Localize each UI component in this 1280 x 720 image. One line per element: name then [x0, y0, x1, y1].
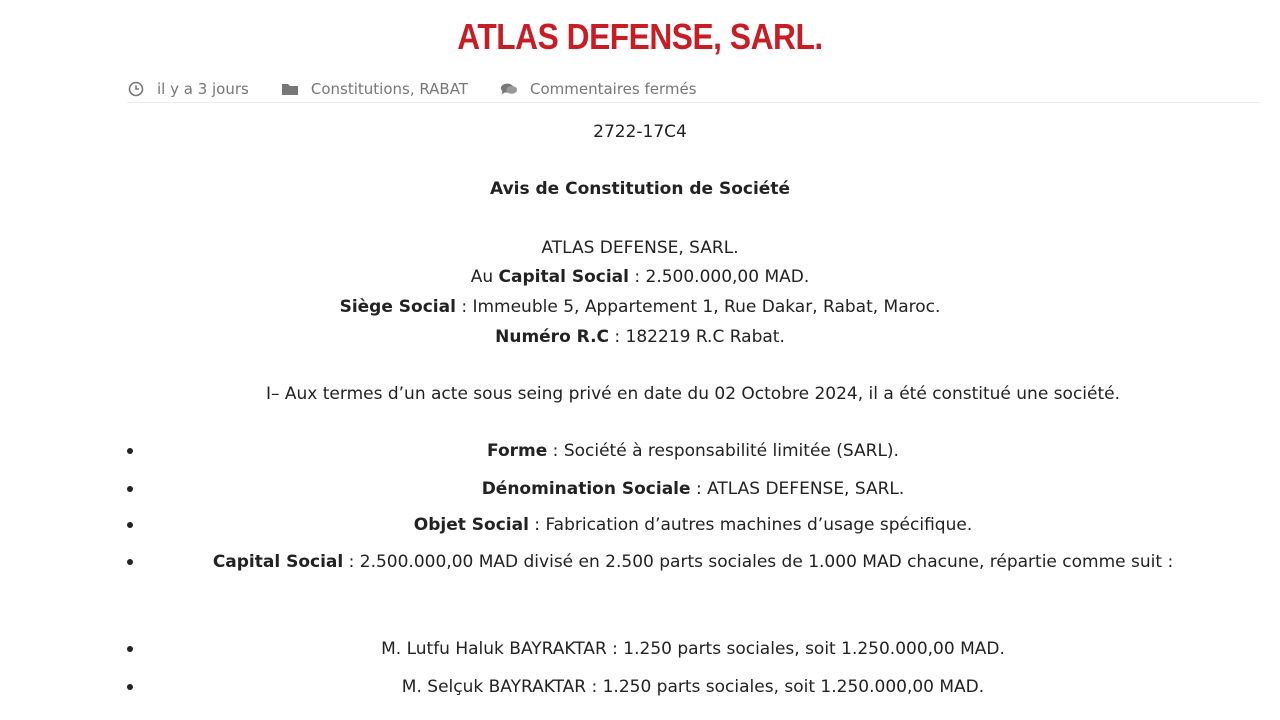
capital-label: Capital Social	[498, 267, 629, 287]
detail-label: Capital Social	[212, 552, 344, 572]
post-comments	[500, 80, 697, 98]
detail-value: : Société à responsabilité limitée (SARL).	[547, 441, 899, 461]
capital-prefix: Au	[470, 267, 499, 287]
post-meta-bar	[127, 76, 1260, 103]
post-date	[127, 80, 249, 98]
list-bullet	[127, 682, 137, 692]
detail-forme	[160, 436, 1226, 466]
reference-number: 2722-17C4	[593, 122, 687, 142]
detail-label: Objet Social	[413, 515, 529, 535]
article-title[interactable]: ATLAS DEFENSE, SARL.	[457, 16, 823, 57]
shareholder-item: M. Lutfu Haluk BAYRAKTAR : 1.250 parts sociales, soit 1.250.000,00 MAD.	[381, 639, 1005, 659]
company-rc	[0, 326, 1280, 348]
notice-heading: Avis de Constitution de Société	[490, 179, 790, 199]
shareholder-item: M. Selçuk BAYRAKTAR : 1.250 parts sociales, soit 1.250.000,00 MAD.	[401, 677, 985, 697]
detail-label: Forme	[487, 441, 548, 461]
detail-label: Dénomination Sociale	[481, 479, 691, 499]
post-date-text: il y a 3 jours	[157, 80, 249, 98]
detail-value: : ATLAS DEFENSE, SARL.	[690, 479, 905, 499]
company-siege	[0, 296, 1280, 318]
list-bullet	[127, 520, 137, 530]
list-bullet	[127, 557, 137, 567]
company-name: ATLAS DEFENSE, SARL.	[541, 238, 739, 258]
siege-label: Siège Social	[339, 297, 456, 317]
rc-label: Numéro R.C	[495, 327, 610, 347]
list-bullet	[127, 484, 137, 494]
clock-icon	[127, 81, 145, 97]
intro-paragraph: I– Aux termes d’un acte sous seing privé en date du 02 Octobre 2024, il a été constitué une société.	[265, 384, 1121, 404]
rc-value: : 182219 R.C Rabat.	[609, 327, 785, 347]
post-categories-link[interactable]: Constitutions, RABAT	[310, 80, 468, 98]
company-capital	[0, 266, 1280, 288]
capital-value: : 2.500.000,00 MAD.	[628, 267, 810, 287]
detail-objet	[160, 510, 1226, 540]
detail-value: : Fabrication d’autres machines d’usage spécifique.	[528, 515, 973, 535]
comments-icon	[500, 81, 518, 97]
detail-capital	[160, 547, 1226, 577]
detail-denomination	[160, 474, 1226, 504]
post-categories[interactable]	[281, 80, 468, 98]
siege-value: : Immeuble 5, Appartement 1, Rue Dakar, Rabat, Maroc.	[455, 297, 941, 317]
post-comments-text: Commentaires fermés	[529, 80, 697, 98]
detail-value: : 2.500.000,00 MAD divisé en 2.500 parts sociales de 1.000 MAD chacune, répartie comme suit :	[343, 552, 1174, 572]
folder-icon	[281, 81, 299, 97]
list-bullet	[127, 446, 137, 456]
list-bullet	[127, 644, 137, 654]
